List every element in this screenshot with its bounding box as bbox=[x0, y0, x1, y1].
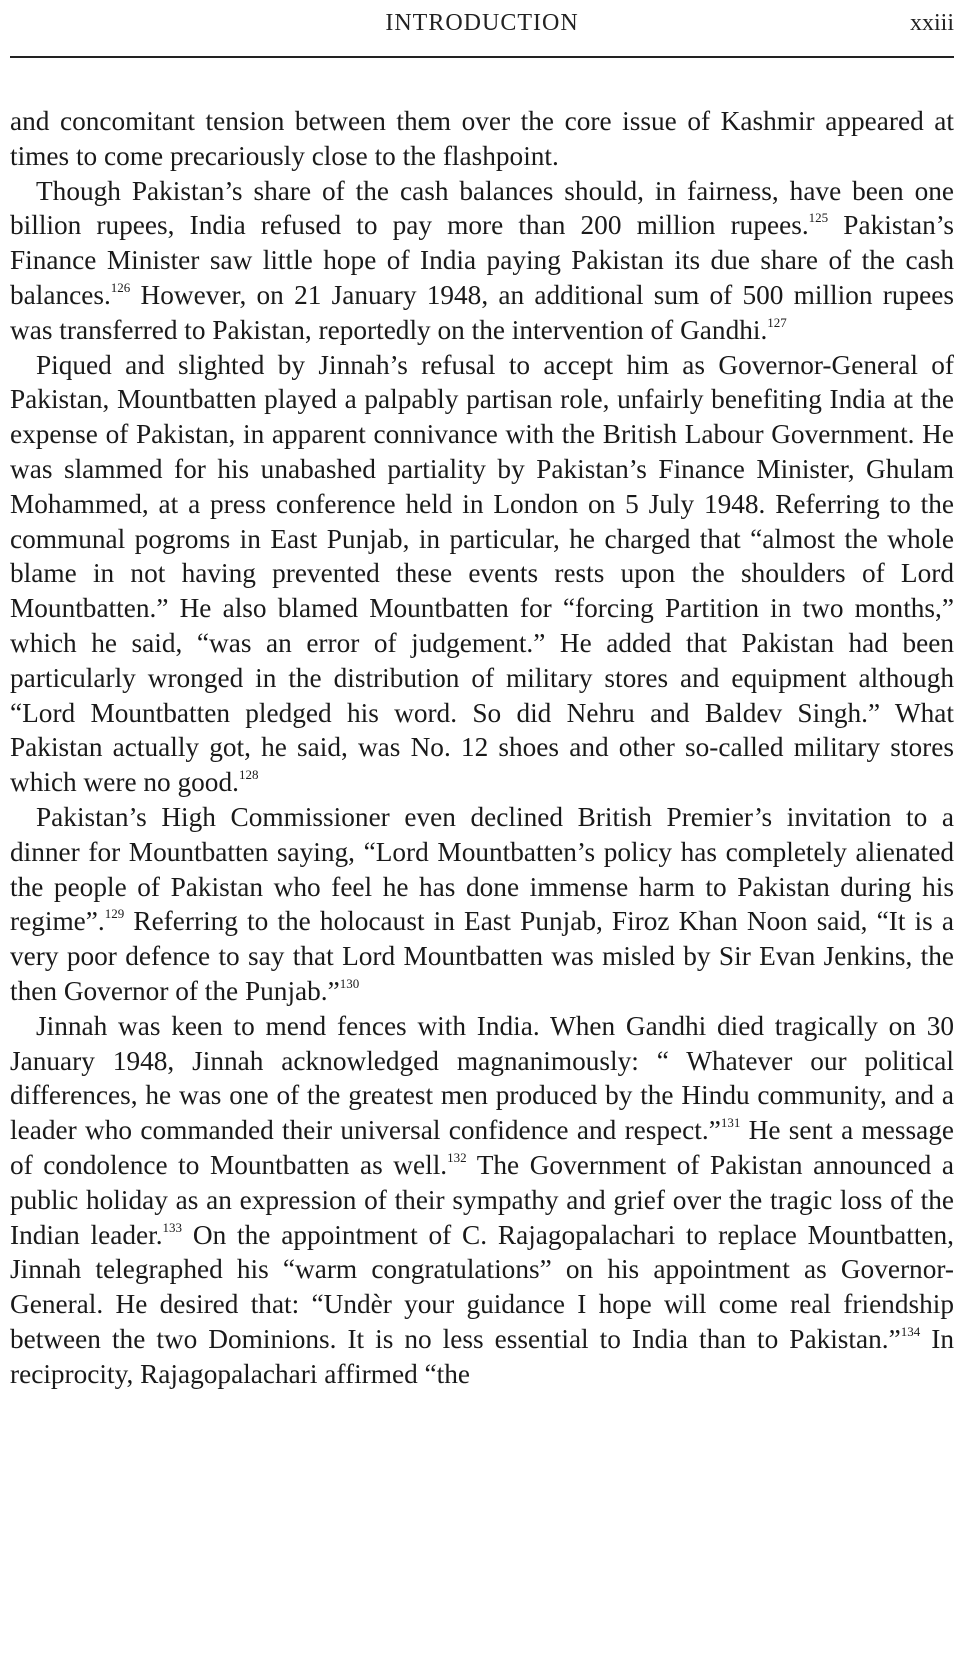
paragraph-text: Referring to the holocaust in East Punjab, Firoz Khan Noon said, “It is a very poor defence to say that Lord Mountbatten was misled by Sir Evan Jenkins, the then Governor of the Punjab.” bbox=[10, 906, 954, 1006]
paragraph-text: Jinnah was keen to mend fences with India. When Gandhi died tragically on 30 January 1948, Jinnah acknowledged magnanimously: “ Whatever our political differences, he was one of the greatest men produced by the Hindu community, and a leader who commanded their universal confidence and respect.” bbox=[10, 1010, 954, 1146]
footnote-marker: 126 bbox=[110, 279, 131, 295]
paragraph bbox=[10, 174, 954, 348]
footnote-marker: 133 bbox=[162, 1219, 183, 1235]
paragraph bbox=[10, 800, 954, 1009]
paragraph-text: On the appointment of C. Rajagopalachari to replace Mountbatten, Jinnah telegraphed his “warm congratulations” on his appointment as Governor-General. He desired that: “Undèr your guidance I hope will come real friendship between the two Dominions. It is no less essential to India than to Pakistan.” bbox=[10, 1219, 955, 1354]
page-number: xxiii bbox=[909, 10, 954, 36]
footnote-marker: 125 bbox=[808, 210, 829, 226]
paragraph-text: Pakistan’s High Commissioner even declined British Premier’s invitation to a dinner for Mountbatten saying, “Lord Mountbatten’s policy has completely alienated the people of Pakistan who feel he has done immense harm to Pakistan during his regime”. bbox=[10, 801, 954, 937]
footnote-marker: 127 bbox=[767, 314, 787, 330]
header-rule bbox=[10, 56, 954, 58]
paragraph-text: Though Pakistan’s share of the cash balances should, in fairness, have been one billion rupees, India refused to pay more than 200 million rupees. bbox=[10, 175, 954, 241]
paragraph-text: and concomitant tension between them over the core issue of Kashmir appeared at times to come precariously close to the flashpoint. bbox=[10, 106, 954, 171]
paragraph bbox=[10, 348, 954, 800]
footnote-marker: 129 bbox=[104, 906, 125, 922]
paragraph-text: Piqued and slighted by Jinnah’s refusal to accept him as Governor-General of Pakistan, Mountbatten played a palpably partisan role, unfairly benefiting India at the expense of Pakistan, in apparent connivance with the British Labour Government. He was slammed for his unabashed partiality by Pakistan’s Finance Minister, Ghulam Mohammed, at a press conference held in London on 5 July 1948. Referring to the communal pogroms in East Punjab, in particular, he charged that “almost the whole blame in not having prevented these events rests upon the shoulders of Lord Mountbatten.” He also blamed Mountbatten for “forcing Partition in two months,” which he said, “was an error of judgement.” He added that Pakistan had been particularly wronged in the distribution of military stores and equipment although “Lord Mountbatten pledged his word. So did Nehru and Baldev Singh.” What Pakistan actually got, he said, was No. 12 shoes and other so-called military stores which were no good. bbox=[10, 349, 954, 798]
running-header bbox=[10, 8, 954, 48]
paragraph bbox=[10, 104, 954, 174]
footnote-marker: 130 bbox=[339, 975, 360, 991]
paragraph-text: In reciprocity, Rajagopalachari affirmed “the bbox=[10, 1323, 954, 1389]
paragraph-text: However, on 21 January 1948, an additional sum of 500 million rupees was transferred to Pakistan, reportedly on the intervention of Gandhi. bbox=[10, 279, 954, 345]
paragraph-text: Pakistan’s Finance Minister saw little hope of India paying Pakistan its due share of the cash balances. bbox=[10, 210, 954, 310]
running-title: INTRODUCTION bbox=[385, 10, 579, 36]
footnote-marker: 134 bbox=[900, 1323, 921, 1339]
paragraph-text: He sent a message of condolence to Mountbatten as well. bbox=[10, 1115, 954, 1180]
footnote-marker: 132 bbox=[447, 1149, 467, 1165]
paragraph-text: The Government of Pakistan announced a public holiday as an expression of their sympathy and grief over the tragic loss of the Indian leader. bbox=[10, 1149, 954, 1250]
footnote-marker: 131 bbox=[720, 1115, 741, 1131]
paragraph bbox=[10, 1009, 954, 1392]
footnote-marker: 128 bbox=[238, 767, 259, 783]
body-text bbox=[10, 104, 954, 1391]
